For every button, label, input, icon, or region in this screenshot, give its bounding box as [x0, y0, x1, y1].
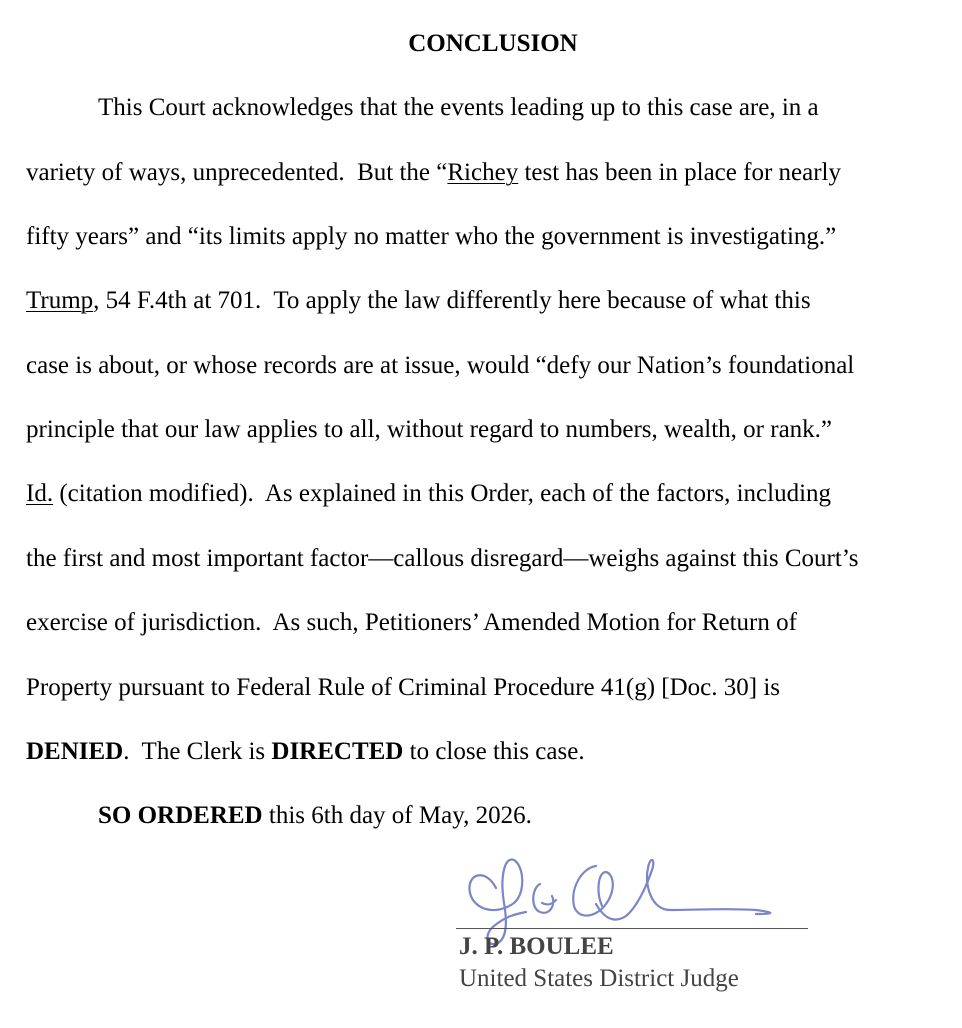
line-text: Property pursuant to Federal Rule of Criminal Procedure 41(g) [Doc. 30] is — [26, 674, 780, 701]
section-heading: CONCLUSION — [408, 30, 578, 57]
paragraph-line-10 — [26, 672, 780, 704]
signature-line — [456, 928, 808, 929]
line-text: variety of ways, unprecedented. But the “ — [26, 159, 448, 186]
paragraph-line-11 — [26, 736, 585, 768]
case-citation-richey: Richey — [447, 159, 519, 186]
paragraph-line-3 — [26, 221, 836, 253]
so-ordered-label: SO ORDERED — [98, 802, 263, 829]
line-text: this 6th day of May, 2026. — [262, 802, 532, 829]
ruling-denied: DENIED — [26, 738, 124, 765]
judge-name: J. P. BOULEE — [459, 933, 614, 960]
case-citation-trump: Trump — [26, 287, 94, 314]
line-text: This Court acknowledges that the events leading up to this case are, in a — [98, 94, 819, 121]
paragraph-line-6 — [26, 414, 832, 446]
line-text: (citation modified). As explained in this Order, each of the factors, including — [53, 480, 832, 507]
paragraph-line-7 — [26, 478, 831, 510]
line-text: to close this case. — [403, 738, 585, 765]
paragraph-line-1 — [98, 92, 819, 124]
paragraph-line-2 — [26, 157, 841, 189]
paragraph-line-8 — [26, 543, 858, 575]
judge-title: United States District Judge — [459, 965, 739, 992]
line-text: test has been in place for nearly — [518, 159, 841, 186]
line-text: case is about, or whose records are at issue, would “defy our Nation’s foundational — [26, 352, 855, 379]
line-text: principle that our law applies to all, without regard to numbers, wealth, or rank.” — [26, 416, 833, 443]
paragraph-line-5 — [26, 350, 854, 382]
line-text: the first and most important factor—callous disregard—weighs against this Court’s — [26, 545, 859, 572]
case-citation-id: Id. — [26, 480, 54, 507]
line-text: exercise of jurisdiction. As such, Petitioners’ Amended Motion for Return of — [26, 609, 797, 636]
order-date-line — [98, 800, 532, 832]
line-text: . The Clerk is — [123, 738, 272, 765]
line-text: , 54 F.4th at 701. To apply the law differently here because of what this — [93, 287, 811, 314]
paragraph-line-4 — [26, 285, 811, 317]
line-text: fifty years” and “its limits apply no matter who the government is investigating.” — [26, 223, 837, 250]
paragraph-line-9 — [26, 607, 797, 639]
ruling-directed: DIRECTED — [271, 738, 404, 765]
